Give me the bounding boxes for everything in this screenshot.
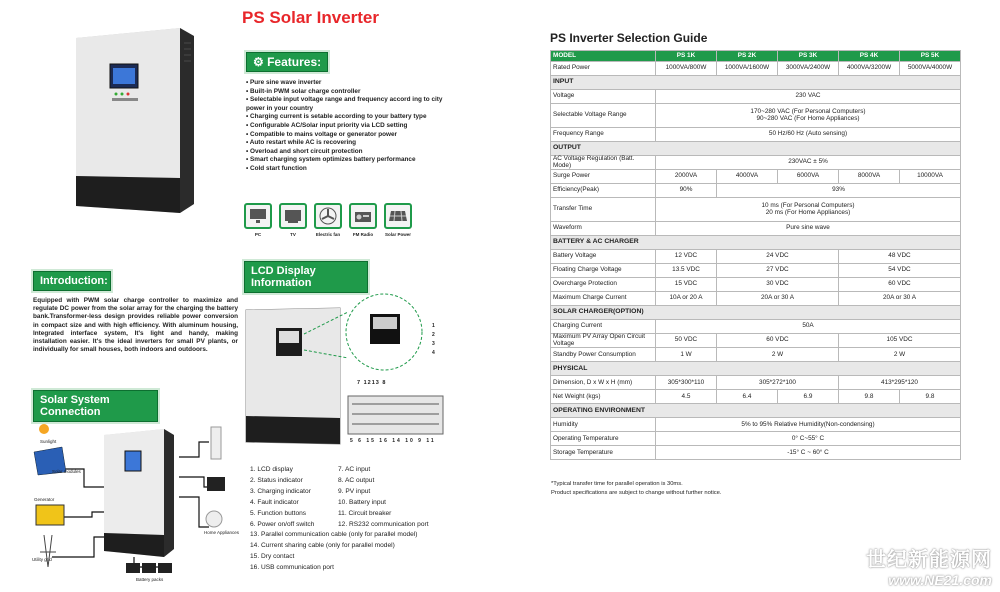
- table-cell: 105 VDC: [839, 334, 961, 348]
- list-item: • Selectable input voltage range and frequency accord ing to city power in your country: [246, 96, 456, 113]
- battery-packs-label: Battery packs: [136, 577, 164, 582]
- row-label: Rated Power: [551, 62, 656, 76]
- table-cell: 2 W: [717, 348, 839, 362]
- table-cell: 93%: [717, 184, 961, 198]
- solar-system-heading: Solar System Connection: [33, 390, 158, 422]
- list-item: • Cold start function: [246, 165, 456, 174]
- callout: 15: [366, 438, 376, 444]
- callout: 11: [426, 438, 436, 444]
- legend-row: 5. Function buttons 11. Circuit breaker: [250, 509, 392, 517]
- section-row: [551, 142, 961, 156]
- table-cell: 50 VDC: [656, 334, 717, 348]
- pc-app: PC: [244, 203, 272, 237]
- table-cell: 20A or 30 A: [717, 292, 839, 306]
- callouts-bottom: [350, 438, 436, 444]
- table-cell: 9.8: [839, 390, 900, 404]
- table-row: [551, 170, 961, 184]
- radio-app: FM Radio: [349, 203, 377, 237]
- section-label: BATTERY & AC CHARGER: [551, 236, 961, 250]
- table-cell: 6.9: [778, 390, 839, 404]
- callout: 2: [432, 332, 435, 338]
- table-cell: 5% to 95% Relative Humidity(Non-condensing): [656, 418, 961, 432]
- table-cell: 4000VA/3200W: [839, 62, 900, 76]
- callouts-top: [357, 380, 386, 386]
- table-row: [551, 432, 961, 446]
- table-cell: 5000VA/4000W: [900, 62, 961, 76]
- table-cell: 4000VA: [717, 170, 778, 184]
- guide-title: PS Inverter Selection Guide: [550, 31, 708, 45]
- table-cell: 30 VDC: [717, 278, 839, 292]
- table-row: [551, 250, 961, 264]
- row-label: Voltage: [551, 90, 656, 104]
- home-appliances-label: Home Appliances: [204, 530, 240, 535]
- legend-row: 13. Parallel communication cable (only for parallel model): [250, 531, 418, 539]
- section-label: PHYSICAL: [551, 362, 961, 376]
- table-cell: 305*272*100: [717, 376, 839, 390]
- legend-row: 1. LCD display 7. AC input: [250, 466, 371, 473]
- table-cell: 12 VDC: [656, 250, 717, 264]
- lcd-diagram: [244, 288, 449, 448]
- utility-grid-label: Utility grid: [32, 557, 52, 562]
- header-cell: MODEL: [551, 51, 656, 62]
- row-label: Battery Voltage: [551, 250, 656, 264]
- table-row: [551, 320, 961, 334]
- table-cell: 60 VDC: [839, 278, 961, 292]
- row-label: Overcharge Protection: [551, 278, 656, 292]
- table-cell: 230VAC ± 5%: [656, 156, 961, 170]
- section-label: OUTPUT: [551, 142, 961, 156]
- tv-icon: [279, 203, 307, 229]
- table-cell: 9.8: [900, 390, 961, 404]
- table-cell: 230 VAC: [656, 90, 961, 104]
- table-cell: 3000VA/2400W: [778, 62, 839, 76]
- table-cell: 1000VA/800W: [656, 62, 717, 76]
- row-label: AC Voltage Regulation (Batt. Mode): [551, 156, 656, 170]
- table-row: [551, 264, 961, 278]
- generator-label: Generator: [34, 497, 55, 502]
- intro-heading: Introduction:: [33, 271, 111, 291]
- legend-row: 4. Fault indicator 10. Battery input: [250, 498, 387, 506]
- table-row: [551, 198, 961, 222]
- list-item: • Charging current is setable according to your battery type: [246, 113, 456, 122]
- legend-row: 15. Dry contact: [250, 553, 295, 561]
- list-item: • Pure sine wave inverter: [246, 79, 456, 88]
- table-cell: 8000VA: [839, 170, 900, 184]
- section-row: [551, 404, 961, 418]
- row-label: Maximum PV Array Open Circuit Voltage: [551, 334, 656, 348]
- header-cell: PS 5K: [900, 51, 961, 62]
- callout: 7: [357, 380, 362, 386]
- list-item: • Auto restart while AC is recovering: [246, 139, 456, 148]
- table-cell: 13.5 VDC: [656, 264, 717, 278]
- lcd-heading: LCD Display Information: [244, 261, 368, 293]
- solar-system-diagram: [14, 417, 246, 587]
- table-row: [551, 62, 961, 76]
- solar-power-app: Solar Power: [384, 203, 412, 237]
- table-cell: 10 ms (For Personal Computers) 20 ms (For Home Appliances): [656, 198, 961, 222]
- table-cell: Pure sine wave: [656, 222, 961, 236]
- section-row: [551, 362, 961, 376]
- watermark: 世纪新能源网 www.NE21.com: [866, 549, 992, 588]
- callout: 6: [358, 438, 363, 444]
- callout: 13: [371, 380, 380, 386]
- table-row: [551, 390, 961, 404]
- note: Product specifications are subject to change without further notice.: [551, 490, 722, 496]
- table-cell: 60 VDC: [717, 334, 839, 348]
- table-row: [551, 278, 961, 292]
- table-cell: 90%: [656, 184, 717, 198]
- table-cell: 0° C~55° C: [656, 432, 961, 446]
- gear-icon: ⚙: [253, 55, 268, 69]
- row-label: Waveform: [551, 222, 656, 236]
- table-cell: 2 W: [839, 348, 961, 362]
- table-cell: 10A or 20 A: [656, 292, 717, 306]
- table-cell: 4.5: [656, 390, 717, 404]
- row-label: Floating Charge Voltage: [551, 264, 656, 278]
- pc-icon: [244, 203, 272, 229]
- table-row: [551, 90, 961, 104]
- table-row: [551, 348, 961, 362]
- callout: 5: [350, 438, 355, 444]
- intro-text: Equipped with PWM solar charge controller to maximize and regulate DC power from the solar array for the charging the battery bank.Transformer-less design provides reliable power conversion in compact size and with high efficiency. With aluminum housing, Integrated interface system, It's light and handy, making installation easier. It's the ideal inverters for small PV plants, or individually for small houses, both indoors and outdoors.: [33, 297, 238, 354]
- table-cell: 48 VDC: [839, 250, 961, 264]
- table-cell: 413*295*120: [839, 376, 961, 390]
- section-label: OPERATING ENVIRONMENT: [551, 404, 961, 418]
- table-cell: -15° C ~ 60° C: [656, 446, 961, 460]
- row-label: Transfer Time: [551, 198, 656, 222]
- application-icons: [244, 203, 412, 237]
- callout: 12: [363, 380, 372, 386]
- row-label: Maximum Charge Current: [551, 292, 656, 306]
- table-cell: 2000VA: [656, 170, 717, 184]
- table-row: [551, 334, 961, 348]
- table-cell: 1 W: [656, 348, 717, 362]
- table-row: [551, 104, 961, 128]
- table-row: [551, 376, 961, 390]
- table-cell: 1000VA/1600W: [717, 62, 778, 76]
- row-label: Net Weight (kgs): [551, 390, 656, 404]
- callout: 1: [432, 323, 435, 329]
- row-label: Selectable Voltage Range: [551, 104, 656, 128]
- legend-row: 3. Charging indicator 9. PV input: [250, 487, 371, 495]
- solar-panel-icon: [384, 203, 412, 229]
- table-row: [551, 156, 961, 170]
- lcd-legend: [250, 465, 429, 574]
- table-header-row: [551, 51, 961, 62]
- row-label: Surge Power: [551, 170, 656, 184]
- table-cell: 50A: [656, 320, 961, 334]
- row-label: Operating Temperature: [551, 432, 656, 446]
- legend-row: 16. USB communication port: [250, 564, 334, 572]
- table-cell: 50 Hz/60 Hz (Auto sensing): [656, 128, 961, 142]
- sunlight-label: Sunlight: [40, 439, 57, 444]
- row-label: Storage Temperature: [551, 446, 656, 460]
- callout: 16: [379, 438, 389, 444]
- table-cell: 15 VDC: [656, 278, 717, 292]
- inverter-image: [72, 28, 200, 213]
- table-cell: 27 VDC: [717, 264, 839, 278]
- page-title: PS Solar Inverter: [242, 8, 380, 27]
- section-row: [551, 306, 961, 320]
- guide-notes: [551, 480, 721, 498]
- row-label: Efficiency(Peak): [551, 184, 656, 198]
- callout: 3: [432, 341, 435, 347]
- table-cell: 305*300*110: [656, 376, 717, 390]
- callout: 14: [392, 438, 402, 444]
- callout: 4: [432, 350, 435, 356]
- tv-app: TV: [279, 203, 307, 237]
- table-cell: 10000VA: [900, 170, 961, 184]
- row-label: Charging Current: [551, 320, 656, 334]
- row-label: Dimension, D x W x H (mm): [551, 376, 656, 390]
- table-cell: 54 VDC: [839, 264, 961, 278]
- solar-modules-label: Solar modules: [52, 469, 81, 474]
- list-item: • Compatible to mains voltage or generator power: [246, 131, 456, 140]
- callout: 10: [405, 438, 415, 444]
- table-row: [551, 184, 961, 198]
- table-row: [551, 292, 961, 306]
- table-row: [551, 446, 961, 460]
- legend-row: 2. Status indicator 8. AC output: [250, 476, 375, 484]
- table-cell: 170~280 VAC (For Personal Computers) 90~280 VAC (For Home Appliances): [656, 104, 961, 128]
- row-label: Standby Power Consumption: [551, 348, 656, 362]
- callouts-right: [432, 322, 435, 358]
- row-label: Humidity: [551, 418, 656, 432]
- note: *Typical transfer time for parallel operation is 30ms.: [551, 481, 683, 487]
- header-cell: PS 3K: [778, 51, 839, 62]
- list-item: • Configurable AC/Solar input priority via LCD setting: [246, 122, 456, 131]
- radio-icon: [349, 203, 377, 229]
- callout: 9: [418, 438, 423, 444]
- legend-row: 6. Power on/off switch 12. RS232 communication port: [250, 520, 429, 528]
- fan-app: Electric fan: [314, 203, 342, 237]
- legend-row: 14. Current sharing cable (only for parallel model): [250, 542, 395, 550]
- section-row: [551, 76, 961, 90]
- features-heading: ⚙ Features:: [246, 52, 328, 72]
- table-cell: 6.4: [717, 390, 778, 404]
- section-label: INPUT: [551, 76, 961, 90]
- table-row: [551, 418, 961, 432]
- selection-guide-table: [550, 50, 961, 460]
- table-cell: 24 VDC: [717, 250, 839, 264]
- table-cell: 20A or 30 A: [839, 292, 961, 306]
- features-list: [246, 79, 456, 174]
- table-row: [551, 222, 961, 236]
- section-row: [551, 236, 961, 250]
- callout: 8: [382, 380, 387, 386]
- table-row: [551, 128, 961, 142]
- list-item: • Overload and short circuit protection: [246, 148, 456, 157]
- section-label: SOLAR CHARGER(OPTION): [551, 306, 961, 320]
- fan-icon: [314, 203, 342, 229]
- list-item: • Built-in PWM solar charge controller: [246, 88, 456, 97]
- header-cell: PS 2K: [717, 51, 778, 62]
- row-label: Frequency Range: [551, 128, 656, 142]
- header-cell: PS 1K: [656, 51, 717, 62]
- table-cell: 6000VA: [778, 170, 839, 184]
- header-cell: PS 4K: [839, 51, 900, 62]
- list-item: • Smart charging system optimizes battery performance: [246, 156, 456, 165]
